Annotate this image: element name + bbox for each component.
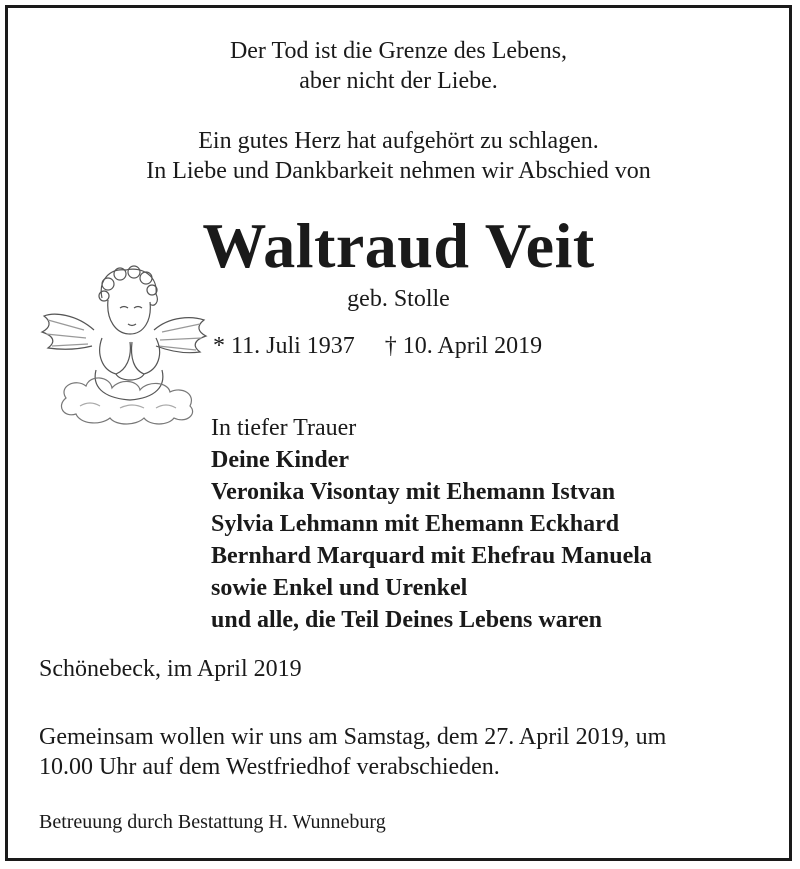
mourner-line: Deine Kinder <box>211 447 349 473</box>
intro-line-1: Ein gutes Herz hat aufgehört zu schlagen. <box>198 128 599 154</box>
funeral-info-line-1: Gemeinsam wollen wir uns am Samstag, dem 27. April 2019, um <box>39 724 667 750</box>
funeral-home-credit: Betreuung durch Bestattung H. Wunneburg <box>39 811 386 833</box>
intro-line-2: In Liebe und Dankbarkeit nehmen wir Abschied von <box>146 158 651 184</box>
life-dates <box>213 333 542 360</box>
obituary-notice <box>5 5 792 861</box>
mourner-line: Sylvia Lehmann mit Ehemann Eckhard <box>211 511 620 537</box>
death-date: † 10. April 2019 <box>384 333 543 359</box>
funeral-info-line-2: 10.00 Uhr auf dem Westfriedhof verabschieden. <box>39 754 500 780</box>
funeral-info <box>39 722 779 782</box>
mourner-line: Veronika Visontay mit Ehemann Istvan <box>211 479 616 505</box>
mourners-intro: In tiefer Trauer <box>211 415 357 441</box>
mourner-line: und alle, die Teil Deines Lebens waren <box>211 607 602 633</box>
verse-line-1: Der Tod ist die Grenze des Lebens, <box>229 38 568 64</box>
cherub-illustration-icon <box>36 258 211 428</box>
mourner-line: sowie Enkel und Urenkel <box>211 575 468 601</box>
mourner-line: Bernhard Marquard mit Ehefrau Manuela <box>211 543 652 569</box>
place-date: Schönebeck, im April 2019 <box>39 656 302 682</box>
birth-name: geb. Stolle <box>347 286 450 312</box>
deceased-name: Waltraud Veit <box>202 210 595 281</box>
verse-line-2: aber nicht der Liebe. <box>299 68 498 94</box>
birth-date: * 11. Juli 1937 <box>213 333 355 359</box>
mourners-block <box>211 412 652 636</box>
